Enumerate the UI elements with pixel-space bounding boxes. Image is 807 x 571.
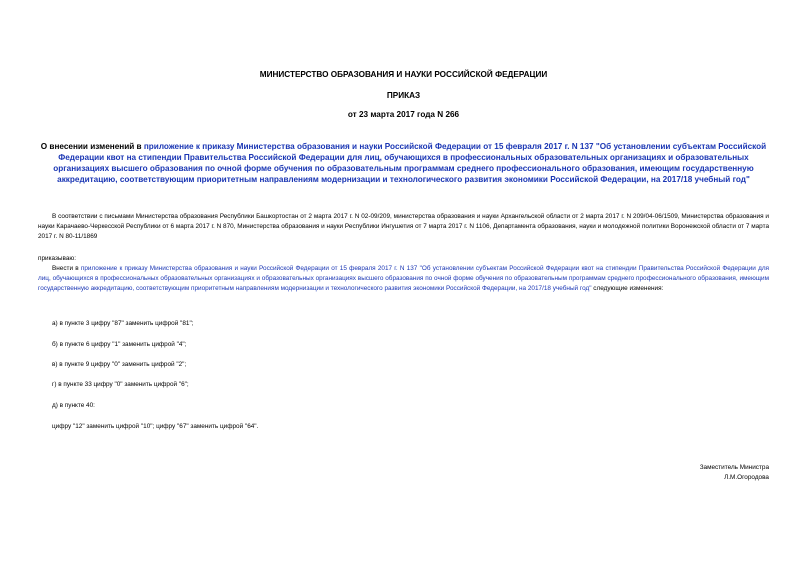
date-number-heading: от 23 марта 2017 года N 266: [347, 110, 460, 119]
title-prefix: О внесении изменений в: [40, 142, 144, 151]
order-text: [38, 264, 769, 294]
preamble-text: В соответствии с письмами Министерства образования Республики Башкортостан от 2 марта 2017 г. N 02-09/209, министерства образования и науки Архангельской области от 2 марта 2017 г. N 209/04-06/1509, Министерства образования и науки Карачаево-Черкесской Республики от 6 марта 2017 г. N 870, Министерства образования и науки Республики Ингушетия от 7 марта 2017 г. N 1106, Департамента образования, науки и молодежной политики Воронежской области от 7 марта 2017 г. N 80-11/1869: [38, 213, 769, 240]
signature-position: Заместитель Министра: [699, 464, 769, 471]
change-item-d-detail: цифру "12" заменить цифрой "10"; цифру "67" заменить цифрой "64".: [52, 423, 259, 430]
document-title: [36, 141, 771, 185]
signature-name: Л.М.Огородова: [724, 474, 769, 481]
preamble-paragraph: [38, 212, 769, 242]
title-link[interactable]: приложение к приказу Министерства образования и науки Российской Федерации от 15 февраля 2017 г. N 137 "Об установлении субъектам Российской Федерации квот на стипендии Правительства Российской Федерации для лиц, обучающихся в профессиональных образовательных организациях и образовательных организациях высшего образования по очной форме обучения по образовательным программам среднего профессионального образования, имеющим государственную аккредитацию, соответствующим приоритетным направлениям модернизации и технологического развития экономики Российской Федерации, на 2017/18 учебный год": [53, 142, 767, 184]
ministry-heading: МИНИСТЕРСТВО ОБРАЗОВАНИЯ И НАУКИ РОССИЙСКОЙ ФЕДЕРАЦИИ: [259, 70, 548, 79]
change-item-b: б) в пункте 6 цифру "1" заменить цифрой "4";: [52, 341, 187, 348]
order-prefix: Внести в: [52, 265, 81, 272]
order-suffix: следующие изменения:: [591, 285, 664, 292]
order-word: приказываю:: [38, 255, 76, 262]
change-item-g: г) в пункте 33 цифру "0" заменить цифрой "6";: [52, 381, 189, 388]
change-item-d: д) в пункте 40:: [52, 402, 95, 409]
change-item-v: в) в пункте 9 цифру "0" заменить цифрой "2";: [52, 361, 187, 368]
order-link[interactable]: приложение к приказу Министерства образования и науки Российской Федерации от 15 февраля 2017 г. N 137 "Об установлении субъектам Российской Федерации квот на стипендии Правительства Российской Федерации для лиц, обучающихся в профессиональных образовательных организациях и образовательных организациях высшего образования по очной форме обучения по образовательным программам среднего профессионального образования, имеющим государственную аккредитацию, соответствующим приоритетным направлениям модернизации и технологического развития экономики Российской Федерации, на 2017/18 учебный год": [38, 265, 770, 292]
order-paragraph: [38, 264, 769, 294]
change-item-a: а) в пункте 3 цифру "87" заменить цифрой "81";: [52, 320, 194, 327]
doc-type-heading: ПРИКАЗ: [386, 91, 421, 100]
